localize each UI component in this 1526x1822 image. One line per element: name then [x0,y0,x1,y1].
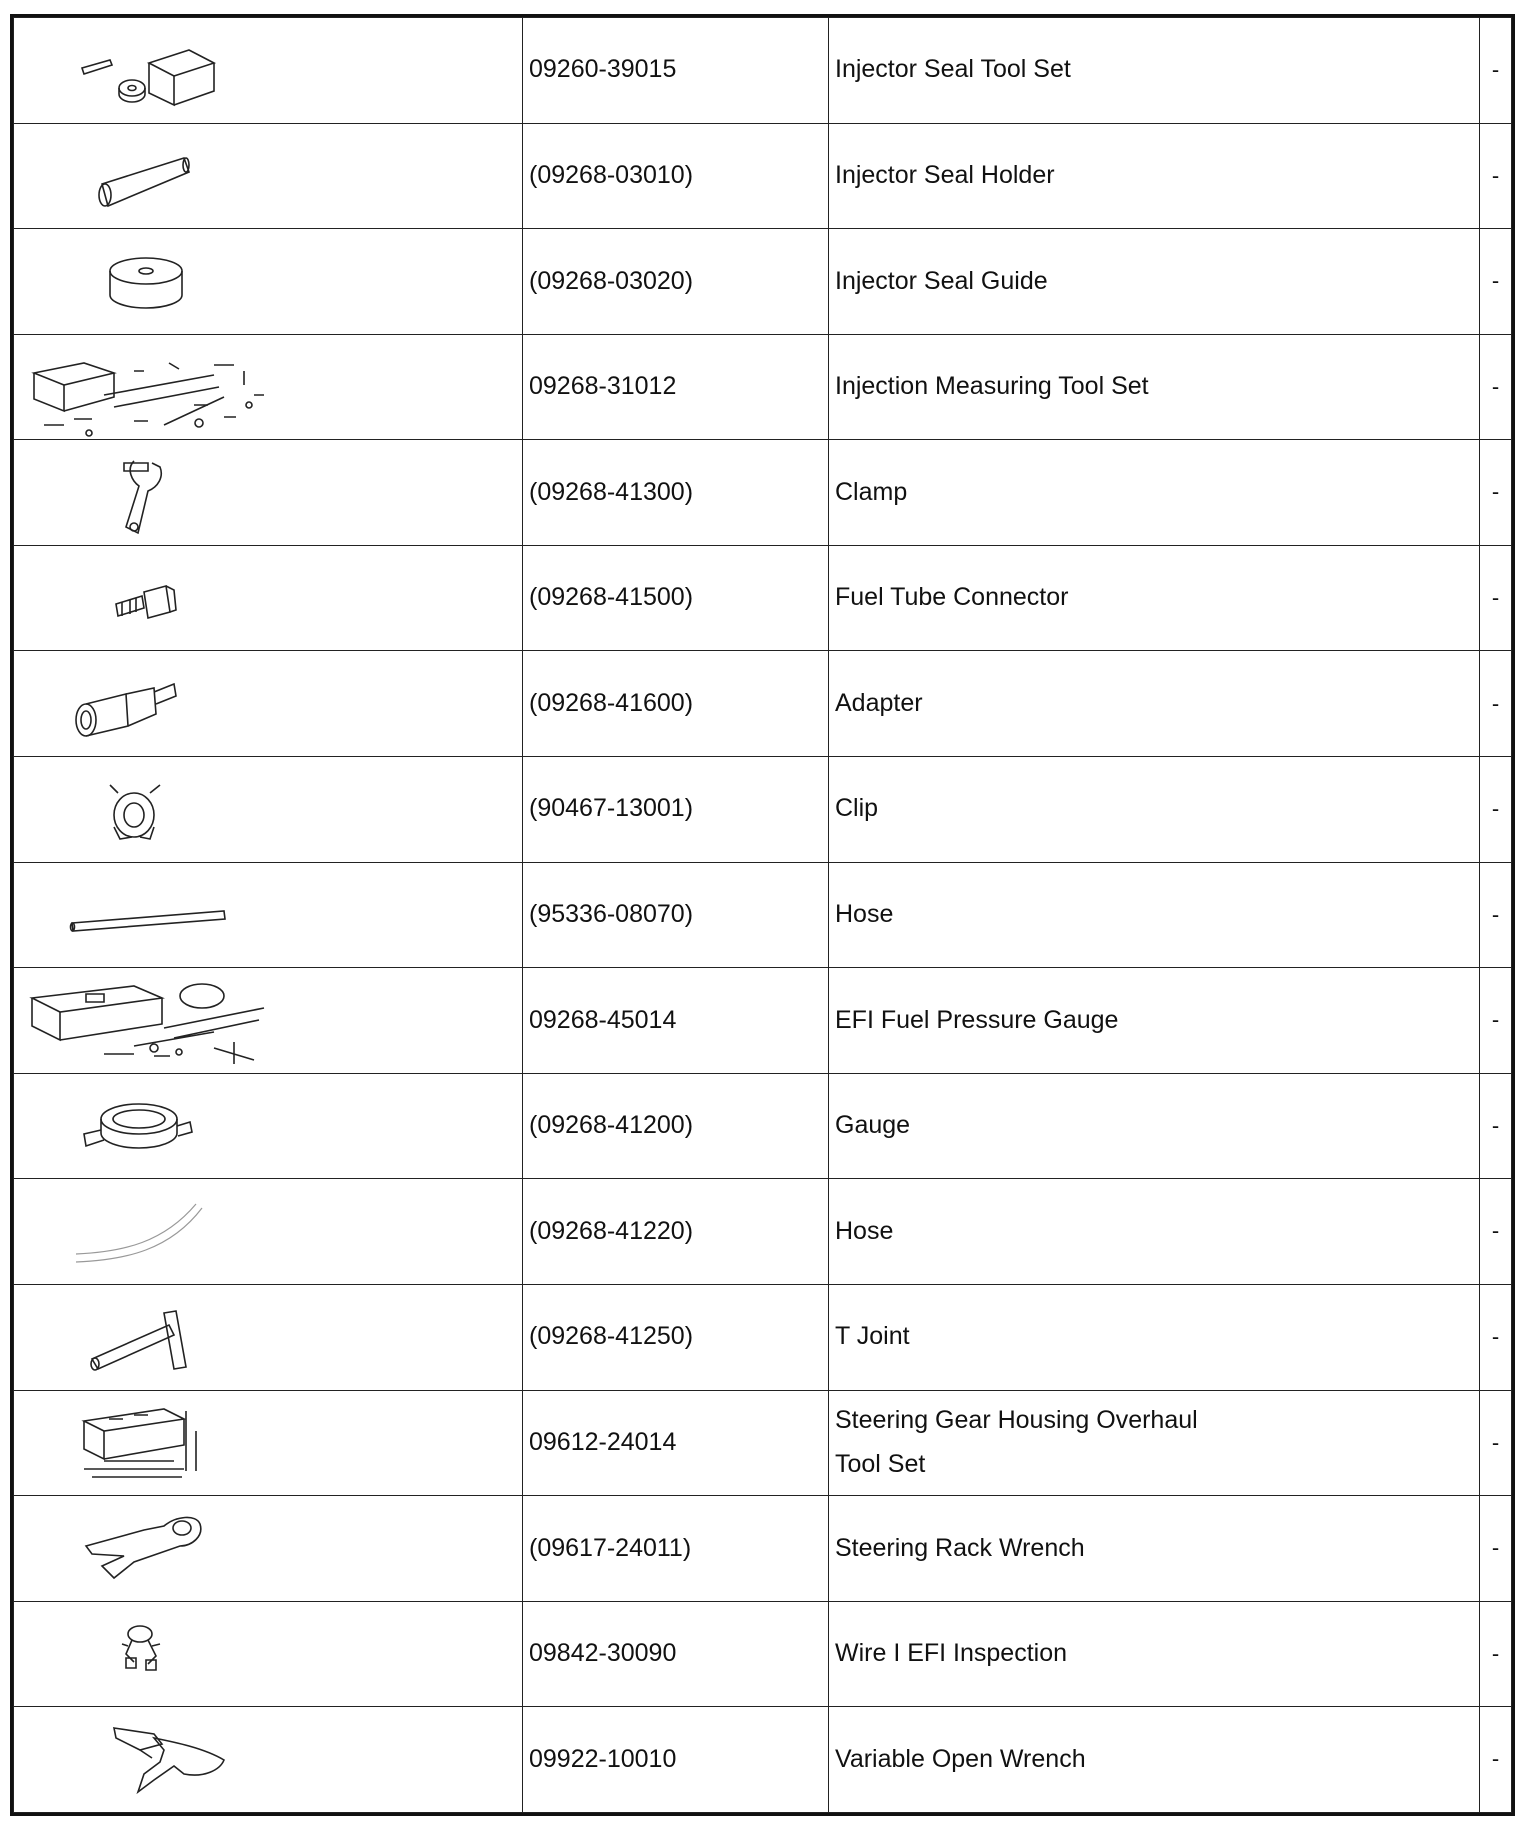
table-row [14,440,1512,546]
table-row [14,545,1512,651]
efi-fuel-pressure-gauge-kit-icon [14,968,522,1072]
table-row [14,968,1512,1074]
note-cell: - [1480,757,1512,863]
variable-open-wrench-icon [14,1708,522,1812]
part-number: 09260-39015 [523,18,829,124]
tool-illustration-cell [14,123,523,229]
tool-name [829,757,1480,863]
part-number: (09268-41250) [523,1284,829,1390]
tool-illustration-cell [14,545,523,651]
tool-illustration-cell [14,757,523,863]
note-cell: - [1480,229,1512,335]
part-number: 09612-24014 [523,1390,829,1496]
tool-illustration-cell [14,334,523,440]
hose-straight-icon [14,863,522,967]
part-number: (09268-03010) [523,123,829,229]
tool-name-line: Injector Seal Guide [835,266,1048,295]
tool-name [829,968,1480,1074]
table-row [14,757,1512,863]
part-number: (09268-41500) [523,545,829,651]
tool-name [829,1496,1480,1602]
injection-measuring-tool-set-icon [14,335,522,439]
adapter-icon [14,652,522,756]
note-cell: - [1480,862,1512,968]
tool-illustration-cell [14,1496,523,1602]
tool-name-line: EFI Fuel Pressure Gauge [835,1005,1119,1034]
t-joint-icon [14,1285,522,1389]
tool-illustration-cell [14,651,523,757]
tool-name [829,1284,1480,1390]
tool-name-line: Wire I EFI Inspection [835,1639,1068,1668]
tool-name-line: Tool Set [835,1449,926,1478]
tool-illustration-cell [14,1390,523,1496]
tool-illustration-cell [14,1284,523,1390]
note-cell: - [1480,651,1512,757]
tool-name-line: Hose [835,900,894,929]
gauge-icon [14,1074,522,1178]
tool-name [829,1390,1480,1496]
tool-name-line: Hose [835,1216,894,1245]
tool-name-line: Clip [835,794,879,823]
note-cell: - [1480,1284,1512,1390]
table-row [14,1601,1512,1707]
injector-seal-guide-icon [14,229,522,333]
part-number: (09268-41600) [523,651,829,757]
tool-name-line: Injector Seal Tool Set [835,55,1071,84]
tool-name [829,651,1480,757]
table-row [14,1707,1512,1813]
hose-curved-icon [14,1180,522,1284]
clamp-icon [14,441,522,545]
tool-illustration-cell [14,862,523,968]
efi-inspection-wire-icon [14,1602,522,1706]
part-number: 09268-31012 [523,334,829,440]
tool-name [829,229,1480,335]
part-number: (09268-03020) [523,229,829,335]
tool-illustration-cell [14,1073,523,1179]
tool-name-line: Variable Open Wrench [835,1744,1086,1773]
part-number: (09268-41220) [523,1179,829,1285]
table-row [14,18,1512,124]
tool-name-line: Steering Rack Wrench [835,1533,1085,1562]
tool-name [829,123,1480,229]
tool-name [829,18,1480,124]
table-row [14,334,1512,440]
tool-illustration-cell [14,1601,523,1707]
part-number: 09922-10010 [523,1707,829,1813]
tool-illustration-cell [14,968,523,1074]
note-cell: - [1480,18,1512,124]
tool-name [829,440,1480,546]
tool-name-line: T Joint [835,1322,910,1351]
tool-name-line: Steering Gear Housing Overhaul [835,1406,1198,1435]
note-cell: - [1480,545,1512,651]
tool-name [829,1073,1480,1179]
part-number: 09268-45014 [523,968,829,1074]
clip-icon [14,757,522,861]
injector-seal-holder-icon [14,124,522,228]
tool-name-line: Gauge [835,1111,911,1140]
note-cell: - [1480,1073,1512,1179]
note-cell: - [1480,334,1512,440]
table-body [14,18,1512,1813]
table-row [14,123,1512,229]
tool-illustration-cell [14,229,523,335]
note-cell: - [1480,1601,1512,1707]
table-row [14,862,1512,968]
part-number: (09268-41300) [523,440,829,546]
note-cell: - [1480,1390,1512,1496]
injector-seal-tool-set-icon [14,18,522,122]
tool-name-line: Injection Measuring Tool Set [835,372,1149,401]
note-cell: - [1480,968,1512,1074]
tool-name-line: Clamp [835,477,908,506]
tool-name [829,862,1480,968]
tool-illustration-cell [14,18,523,124]
tool-name-line: Injector Seal Holder [835,160,1055,189]
steering-rack-wrench-icon [14,1496,522,1600]
table-row [14,229,1512,335]
tool-illustration-cell [14,1179,523,1285]
steering-gear-tool-set-icon [14,1391,522,1495]
tool-illustration-cell [14,440,523,546]
table-row [14,1496,1512,1602]
note-cell: - [1480,1179,1512,1285]
tool-name [829,334,1480,440]
table-row [14,1390,1512,1496]
tool-name [829,1179,1480,1285]
fuel-tube-connector-icon [14,546,522,650]
tool-name [829,545,1480,651]
tool-illustration-cell [14,1707,523,1813]
tool-name-line: Fuel Tube Connector [835,583,1069,612]
note-cell: - [1480,440,1512,546]
table-row [14,651,1512,757]
note-cell: - [1480,1707,1512,1813]
table-row [14,1179,1512,1285]
part-number: (95336-08070) [523,862,829,968]
part-number: (90467-13001) [523,757,829,863]
note-cell: - [1480,1496,1512,1602]
note-cell: - [1480,123,1512,229]
part-number: 09842-30090 [523,1601,829,1707]
part-number: (09617-24011) [523,1496,829,1602]
table-row [14,1073,1512,1179]
tool-name [829,1707,1480,1813]
tool-name-line: Adapter [835,688,923,717]
table-row [14,1284,1512,1390]
special-service-tools-table [10,14,1515,1816]
part-number: (09268-41200) [523,1073,829,1179]
tool-name [829,1601,1480,1707]
